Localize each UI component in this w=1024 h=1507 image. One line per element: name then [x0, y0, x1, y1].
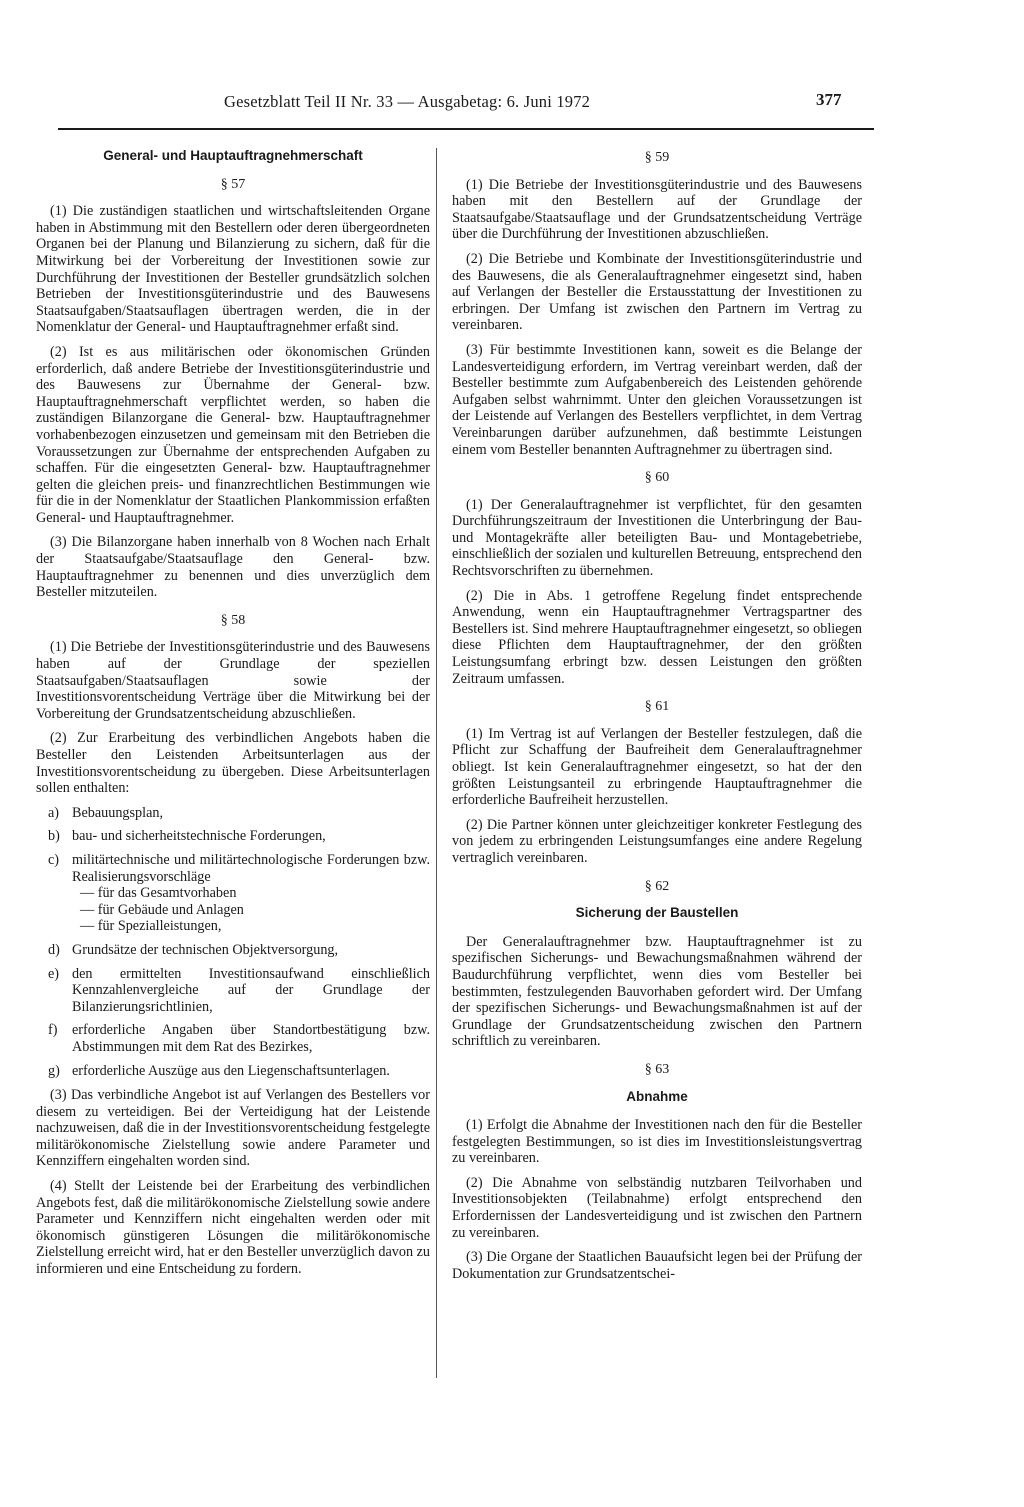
paragraph-number: § 58: [220, 612, 246, 628]
paragraph-number: § 62: [644, 878, 670, 894]
sub-item: — für Spezialleistungen,: [80, 918, 222, 935]
list-item: a) Bebauungsplan,: [48, 804, 164, 821]
paragraph: (3) Die Organe der Staatlichen Bauaufsicht legen bei der Prüfung der Dokumentation zur Grundsatzentschei-: [452, 1249, 862, 1282]
paragraph: (3) Die Bilanzorgane haben innerhalb von 8 Wochen nach Erhalt der Staatsaufgabe/Staatsauflage den General- bzw. Hauptauftragnehmer zu benennen und dies unverzüglich dem Besteller mitzuteilen.: [36, 534, 430, 601]
paragraph: (1) Die Betriebe der Investitionsgüterindustrie und des Bauwesens haben mit den Bestellern auf der Grundlage der Staatsaufgabe/Staatsauflage und der Grundsatzentscheidung Verträge über die Durchführung der Investitionen abzuschließen.: [452, 176, 862, 243]
paragraph: (2) Die in Abs. 1 getroffene Regelung findet entsprechende Anwendung, wenn ein Hauptauftragnehmer Vertragspartner des Bestellers ist. Sind mehrere Hauptauftragnehmer eingesetzt, so obliegen diese Pflichten dem Hauptauftragnehmer, der den größten Leistungsumfang erbringt bzw. dessen Leistungen den größten Zeitraum umfassen.: [452, 587, 862, 687]
column-divider: [436, 148, 437, 1378]
paragraph: (2) Zur Erarbeitung des verbindlichen Angebots haben die Besteller den Leistenden Arbeitsunterlagen aus der Investitionsvorentscheidung zu übergeben. Diese Arbeitsunterlagen sollen enthalten:: [36, 730, 430, 797]
requirements-list: [36, 805, 430, 1079]
paragraph: (4) Stellt der Leistende bei der Erarbeitung des verbindlichen Angebots fest, daß die militärökonomische Zielstellung sowie andere Parameter und Kennziffern nicht eingehalten werden oder mit ökonomisch günstigeren Lösungen die militärökonomische Zielstellung erreicht wird, hat er den Besteller unverzüglich davon zu informieren und eine Entscheidung zu fordern.: [36, 1178, 430, 1278]
paragraph-number: § 59: [644, 150, 670, 165]
paragraph: (1) Im Vertrag ist auf Verlangen der Besteller festzulegen, daß die Pflicht zur Schaffung der Baufreiheit dem Generalauftragnehmer obliegt. Ist kein Generalauftragnehmer eingesetzt, so hat der den größten Leistungsanteil zu erbringende Hauptauftragnehmer die erforderliche Baufreiheit herzustellen.: [452, 725, 862, 809]
paragraph-number: § 61: [644, 699, 670, 715]
paragraph: Der Generalauftragnehmer bzw. Hauptauftragnehmer ist zu spezifischen Sicherungs- und Bewachungsmaßnahmen während der Baudurchführung verpflichtet, wenn dies vom Besteller bei bestimmten, festzulegenden Bauvorhaben gefordert wird. Der Umfang der spezifischen Sicherungs- und Bewachungsmaßnahmen ist auf der Grundlage der Grundsatzentscheidung zwischen den Partnern schriftlich zu vereinbaren.: [452, 933, 862, 1050]
list-item: c) militärtechnische und militärtechnologische Forderungen bzw. Realisierungsvorschläge — für das Gesamtvorhaben — für Gebäude und Anlagen — für Spezialleistungen,: [48, 851, 430, 935]
list-item: e) den ermittelten Investitionsaufwand einschließlich Kennzahlenvergleiche auf der Grundlage der Bilanzierungsrichtlinien,: [48, 965, 430, 1015]
section-heading: General- und Hauptauftragnehmerschaft: [103, 148, 363, 163]
paragraph: (2) Die Betriebe und Kombinate der Investitionsgüterindustrie und des Bauwesens, die als Generalauftragnehmer eingesetzt sind, haben auf Verlangen der Besteller die Erstausstattung der Investitionen zu erbringen. Der Umfang ist zwischen den Partnern im Vertrag zu vereinbaren.: [452, 250, 862, 334]
paragraph-number: § 63: [644, 1061, 670, 1077]
paragraph: (2) Ist es aus militärischen oder ökonomischen Gründen erforderlich, daß andere Betriebe der Investitionsgüterindustrie und des Bauwesens zur Übernahme der General- bzw. Hauptauftragnehmerschaft verpflichtet werden, so haben die zuständigen Bilanzorgane die General- bzw. Hauptauftragnehmer vorhabenbezogen einzusetzen und gemeinsam mit den Betrieben die Voraussetzungen zur Übernahme der entsprechenden Aufgaben zu schaffen. Für die eingesetzten General- bzw. Hauptauftragnehmer gelten die gleichen preis- und finanzrechtlichen Bestimmungen wie für die in der Nomenklatur der Staatlichen Plankommission erfaßten General- und Hauptauftragnehmer.: [36, 343, 430, 526]
paragraph: (2) Die Abnahme von selbständig nutzbaren Teilvorhaben und Investitionsobjekten (Teilabnahme) erfolgt entsprechend den Erfordernissen der Landesverteidigung und ist zwischen den Partnern zu vereinbaren.: [452, 1174, 862, 1241]
paragraph: (1) Der Generalauftragnehmer ist verpflichtet, für den gesamten Durchführungszeitraum der Investitionen die Unterbringung der Bau- und Montagekräfte aller beteiligten Bau- und Montagebetriebe, einschließlich der sozialen und kulturellen Betreuung, entsprechend den Rechtsvorschriften zu übernehmen.: [452, 496, 862, 580]
paragraph-number: § 57: [220, 176, 246, 192]
running-header: Gesetzblatt Teil II Nr. 33 — Ausgabetag: 6. Juni 1972: [224, 92, 591, 111]
section-heading: Abnahme: [626, 1088, 688, 1104]
page-header: [0, 0, 1024, 140]
header-rule: [58, 128, 874, 130]
right-column: [452, 138, 862, 1290]
list-item: g) erforderliche Auszüge aus den Liegenschaftsunterlagen.: [48, 1062, 390, 1079]
paragraph: (3) Für bestimmte Investitionen kann, soweit es die Belange der Landesverteidigung erfordern, im Vertrag vereinbart werden, daß der Besteller bestimmte zum Aufgabenbereich des Leistenden gehörende Aufgaben selbst wahrnimmt. Unter den gleichen Voraussetzungen ist der Leistende auf Verlangen des Bestellers verpflichtet, in dem Vertrag Vereinbarungen darüber aufzunehmen, daß bestimmte Leistungen einem vom Besteller benannten Auftragnehmer zu übertragen sind.: [452, 341, 862, 458]
section-heading: Sicherung der Baustellen: [575, 905, 739, 921]
sub-item: — für das Gesamtvorhaben: [80, 885, 237, 902]
list-item: b) bau- und sicherheitstechnische Forderungen,: [48, 828, 326, 845]
list-item: f) erforderliche Angaben über Standortbestätigung bzw. Abstimmungen mit dem Rat des Bezirkes,: [48, 1022, 430, 1055]
paragraph: (1) Die zuständigen staatlichen und wirtschaftsleitenden Organe haben in Abstimmung mit den Bestellern oder deren übergeordneten Organen bei der Planung und Bilanzierung zu sichern, daß für die Mitwirkung bei der Vorbereitung der Investitionen sowie zur Durchführung der Investitionen der Besteller grundsätzlich solchen Betrieben der Investitionsgüterindustrie und des Bauwesens Staatsaufgaben/Staatsauflagen übertragen werden, die in der Nomenklatur der General- und Hauptauftragnehmer erfaßt sind.: [36, 203, 430, 336]
paragraph: (1) Erfolgt die Abnahme der Investitionen nach den für die Besteller festgelegten Bestimmungen, so ist dies im Investitionsleistungsvertrag zu vereinbaren.: [452, 1117, 862, 1167]
paragraph: (1) Die Betriebe der Investitionsgüterindustrie und des Bauwesens haben auf der Grundlage der speziellen Staatsaufgaben/Staatsauflagen sowie der Investitionsvorentscheidung Verträge über die Mitwirkung bei der Vorbereitung der Grundsatzentscheidung abzuschließen.: [36, 639, 430, 722]
paragraph: (2) Die Partner können unter gleichzeitiger konkreter Festlegung des von jedem zu erbringenden Leistungsumfanges eine andere Regelung vertraglich vereinbaren.: [452, 816, 862, 866]
paragraph: (3) Das verbindliche Angebot ist auf Verlangen des Bestellers vor diesem zu verteidigen. Bei der Verteidigung hat der Leistende nachzuweisen, daß die in der Investitionsvorentscheidung festgelegte militärökonomische Zielstellung sowie andere Parameter und Kennziffern eingehalten worden sind.: [36, 1087, 430, 1170]
left-column: [36, 138, 430, 1286]
list-item: d) Grundsätze der technischen Objektversorgung,: [48, 941, 339, 958]
paragraph-number: § 60: [644, 470, 670, 486]
page-number: 377: [816, 90, 842, 109]
sub-item: — für Gebäude und Anlagen: [80, 901, 244, 918]
